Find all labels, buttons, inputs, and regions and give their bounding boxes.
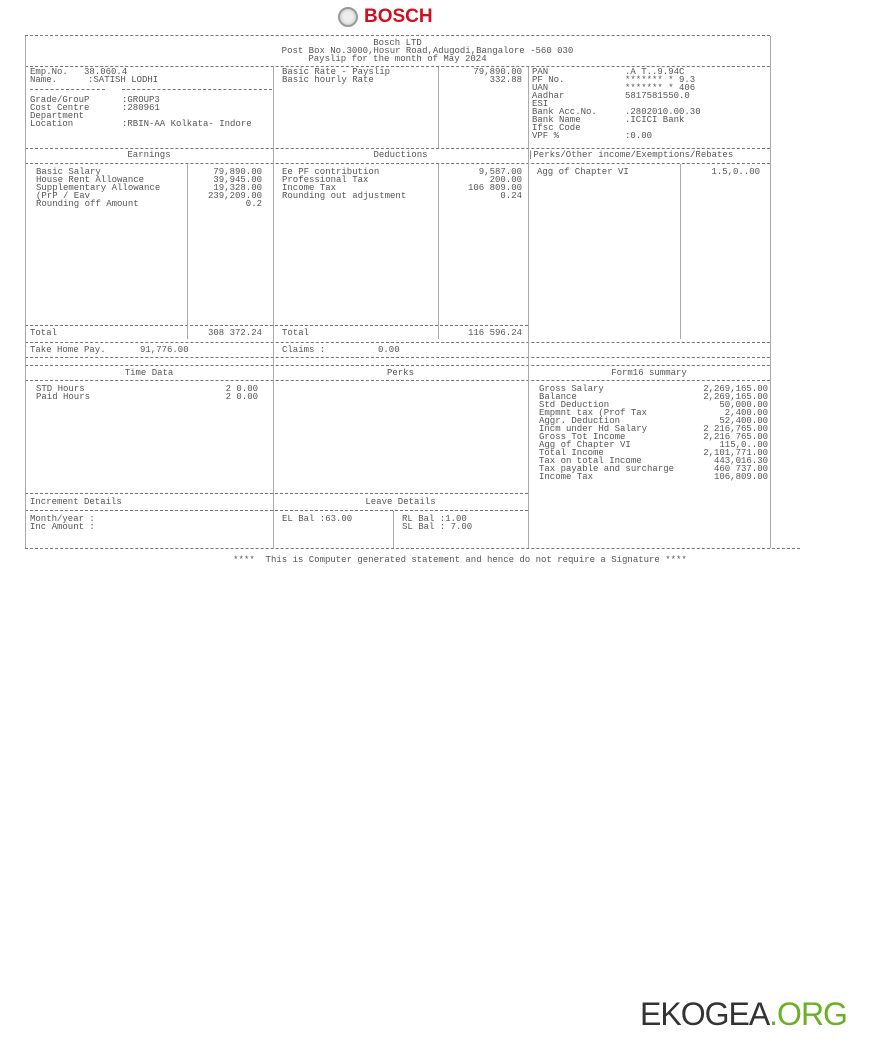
earning-value: 19,328.00 [213,183,262,193]
grade-label: Grade/GrouP [30,95,90,105]
divider [25,365,770,366]
form16-value: 2 216,765.00 [703,424,768,434]
name-value: :SATISH LODHI [88,75,159,85]
bosch-logo [338,6,433,28]
footer-note: **** This is Computer generated statement and hence do not require a Signature **** [233,555,687,565]
hourly-rate-label: Basic hourly Rate [282,75,374,85]
border-left [25,36,26,548]
deductions-header: Deductions [373,150,428,160]
column-divider [187,164,188,339]
form16-label: Income Tax [539,472,594,482]
payslip-title: Payslip for the month of May 2024 [308,54,487,64]
el-balance: EL Bal :63.00 [282,514,353,524]
deduction-label: Ee PF contribution [282,167,380,177]
id-label: Ifsc Code [532,123,581,133]
time-label: STD Hours [36,384,85,394]
logo-text: BOSCH [364,6,433,27]
id-label: Aadhar [532,91,565,101]
deduction-label: Professional Tax [282,175,369,185]
form16-value: 443,016.30 [713,456,768,466]
id-label: VPF % [532,131,560,141]
id-value: 5817581550.0 [625,91,690,101]
earning-label: Rounding off Amount [36,199,139,209]
form16-value: 2,269,165.00 [703,384,768,394]
id-value: ******* * 406 [625,83,696,93]
form16-value: 52,400.00 [719,416,768,426]
emp-no-value: 38.060.4 [84,67,128,77]
perks-header: Perks [386,368,414,378]
watermark [640,996,847,1033]
basic-rate-label: Basic Rate - Payslip [282,67,391,77]
deduction-label: Rounding out adjustment [282,191,407,201]
increment-amount: Inc Amount : [30,522,95,532]
earnings-header: Earnings [127,150,171,160]
divider [30,89,105,90]
form16-label: Total Income [539,448,604,458]
earning-label: House Rent Allowance [36,175,145,185]
take-home-label: Take Home Pay. [30,345,106,355]
cost-centre-label: Cost Centre [30,103,90,113]
id-label: PF No. [532,75,565,85]
form16-label: Empmnt tax (Prof Tax [539,408,648,418]
form16-value: 115,0..00 [719,440,768,450]
deduction-value: 106 809.00 [467,183,522,193]
increment-month: Month/year : [30,514,95,524]
increment-header: Increment Details [30,497,122,507]
time-value: 2 0.00 [225,384,258,394]
time-value: 2 0.00 [225,392,258,402]
id-label: ESI [532,99,549,109]
divider [25,148,770,149]
company-name: Bosch LTD [373,38,422,48]
column-divider [273,67,274,548]
divider [25,548,800,549]
earning-label: Basic Salary [36,167,101,177]
leave-header: Leave Details [365,497,436,507]
claims-value: 0.00 [378,345,400,355]
divider [25,325,528,326]
form16-label: Gross Tot Income [539,432,626,442]
deduction-label: Income Tax [282,183,337,193]
cost-centre-value: :280961 [122,103,160,113]
location-label: Location [30,119,74,129]
border-right [770,36,771,548]
grade-value: :GROUP3 [122,95,160,105]
bosch-emblem-icon [338,7,358,27]
emp-no-label: Emp.No. [30,67,68,77]
form16-value: 2,216 765.00 [703,432,768,442]
column-divider [393,511,394,548]
watermark-main: EKOGEA [640,996,770,1032]
earning-label: Supplementary Allowance [36,183,161,193]
column-divider [680,164,681,339]
earning-value: 79,890.00 [213,167,262,177]
column-divider [438,67,439,148]
earning-value: 239,209.00 [207,191,262,201]
id-label: PAN [532,67,549,77]
id-value: ******* * 9.3 [625,75,696,85]
perks-other-header: |Perks/Other income/Exemptions/Rebates [528,150,734,160]
perk-label: Agg of Chapter VI [537,167,629,177]
time-data-header: Time Data [124,368,174,378]
earning-label: (PrP / Eav [36,191,91,201]
id-label: Bank Name [532,115,581,125]
form16-label: Std Deduction [539,400,610,410]
deductions-total-value: 116 596.24 [467,328,522,338]
basic-rate-value: 79,890.00 [473,67,522,77]
take-home-value: 91,776.00 [140,345,189,355]
form16-label: Agg of Chapter VI [539,440,631,450]
divider [25,510,528,511]
form16-label: Aggr. Deduction [539,416,621,426]
company-address: Post Box No.3000,Hosur Road,Adugodi,Bangalore -560 030 [281,46,574,56]
column-divider [528,67,529,548]
divider [25,380,770,381]
form16-label: Gross Salary [539,384,604,394]
earning-value: 39,945.00 [213,175,262,185]
form16-label: Tax on total Income [539,456,642,466]
deductions-total-label: Total [282,328,310,338]
id-label: UAN [532,83,549,93]
divider [25,357,770,358]
earnings-total-label: Total [30,328,58,338]
form16-value: 50,000.00 [719,400,768,410]
form16-value: 460 737.00 [713,464,768,474]
id-value: .ICICI Bank [625,115,685,125]
divider [25,342,770,343]
form16-label: Balance [539,392,577,402]
earning-value: 0.2 [245,199,262,209]
divider [122,89,272,90]
deduction-value: 0.24 [500,191,522,201]
divider [25,163,770,164]
divider [25,493,528,494]
hourly-rate-value: 332.88 [489,75,522,85]
claims-label: Claims : [282,345,326,355]
deduction-value: 9,587.00 [478,167,522,177]
form16-label: Incm under Hd Salary [539,424,648,434]
id-label: Bank Acc.No. [532,107,597,117]
rl-balance: RL Bal :1.00 [402,514,467,524]
id-value: .A T..9.94C [625,67,685,77]
name-label: Name. [30,75,58,85]
watermark-tld: .ORG [769,996,847,1032]
time-label: Paid Hours [36,392,91,402]
form16-value: 2,101,771.00 [703,448,768,458]
earnings-total-value: 308 372.24 [207,328,262,338]
form16-value: 2,400.00 [724,408,768,418]
sl-balance: SL Bal : 7.00 [402,522,473,532]
id-value: :0.00 [625,131,653,141]
perk-value: 1.5,0..00 [711,167,760,177]
id-value: .2802010.00.30 [625,107,701,117]
column-divider [438,164,439,339]
divider [25,35,770,36]
form16-header: Form16 summary [611,368,687,378]
department-label: Department [30,111,85,121]
form16-value: 106,809.00 [713,472,768,482]
form16-label: Tax payable and surcharge [539,464,675,474]
location-value: :RBIN-AA Kolkata- Indore [122,119,252,129]
deduction-value: 200.00 [489,175,522,185]
form16-value: 2,269,165.00 [703,392,768,402]
